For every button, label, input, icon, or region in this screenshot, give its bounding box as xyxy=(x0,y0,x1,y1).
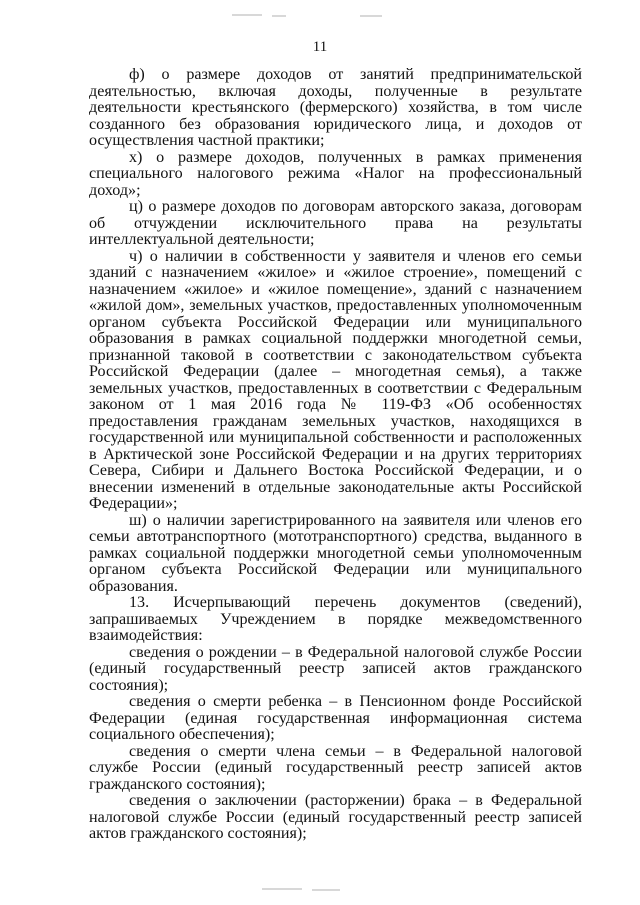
scan-artifact-bottom-2 xyxy=(312,889,340,891)
scan-artifact-top xyxy=(232,14,262,16)
paragraph-marriage-info: сведения о заключении (расторжении) брака – в Федеральной налоговой службе России (единый государственный реестр записей актов гражданского состояния); xyxy=(89,792,582,842)
paragraph-kh: х) о размере доходов, полученных в рамках применения специального налогового режима «Налог на профессиональный доход»; xyxy=(89,148,582,199)
paragraph-family-death-info: сведения о смерти члена семьи – в Федеральной налоговой службе России (единый государственный реестр записей актов гражданского состояния); xyxy=(89,742,582,793)
paragraph-f: ф) о размере доходов от занятий предпринимательской деятельностью, включая доходы, полученные в результате деятельности крестьянского (фермерского) хозяйства, в том числе созданного без образования юридического лица, и доходов от осуществления частной практики; xyxy=(89,66,582,149)
paragraph-child-death-info: сведения о смерти ребенка – в Пенсионном фонде Российской Федерации (единая государственная информационная система социального обеспечения); xyxy=(89,693,582,743)
scan-artifact-top-2 xyxy=(272,15,286,17)
paragraph-sh: ш) о наличии зарегистрированного на заявителя или членов его семьи автотранспортного (мототранспортного) средства, выданного в рамках социальной поддержки многодетной семьи уполномоченным органом субъекта Российской Федерации или муниципального образования. xyxy=(89,511,582,595)
paragraph-birth-info: сведения о рождении – в Федеральной налоговой службе России (единый государственный реестр записей актов гражданского состояния); xyxy=(89,643,582,694)
paragraph-ch: ч) о наличии в собственности у заявителя и членов его семьи зданий с назначением «жилое» и «жилое строение», помещений с назначением «жилое» и «жилое помещение», зданий с назначением «жилой дом», земельных участков, предоставленных уполномоченным органом субъекта Российской Федерации или муниципального образования в рамках социальной поддержки многодетной семьи, признанной таковой в соответствии с законодательством субъекта Российской Федерации (далее – многодетная семья), а также земельных участков, предоставленных в соответствии с Федеральным законом от 1 мая 2016 года № 119-ФЗ «Об особенностях предоставления гражданам земельных участков, находящихся в государственной или муниципальной собственности и расположенных в Арктической зоне Российской Федерации и на других территориях Севера, Сибири и Дальнего Востока Российской Федерации, и о внесении изменений в отдельные законодательные акты Российской Федерации»; xyxy=(89,247,582,512)
paragraph-ts: ц) о размере доходов по договорам авторского заказа, договорам об отчуждении исключительного права на результаты интеллектуальной деятельности; xyxy=(89,198,582,248)
paragraph-13: 13. Исчерпывающий перечень документов (сведений), запрашиваемых Учреждением в порядке межведомственного взаимодействия: xyxy=(89,594,582,644)
scan-artifact-top-3 xyxy=(360,15,382,17)
scan-artifact-bottom xyxy=(262,888,302,890)
document-body xyxy=(89,67,582,843)
page-number: 11 xyxy=(312,39,328,55)
